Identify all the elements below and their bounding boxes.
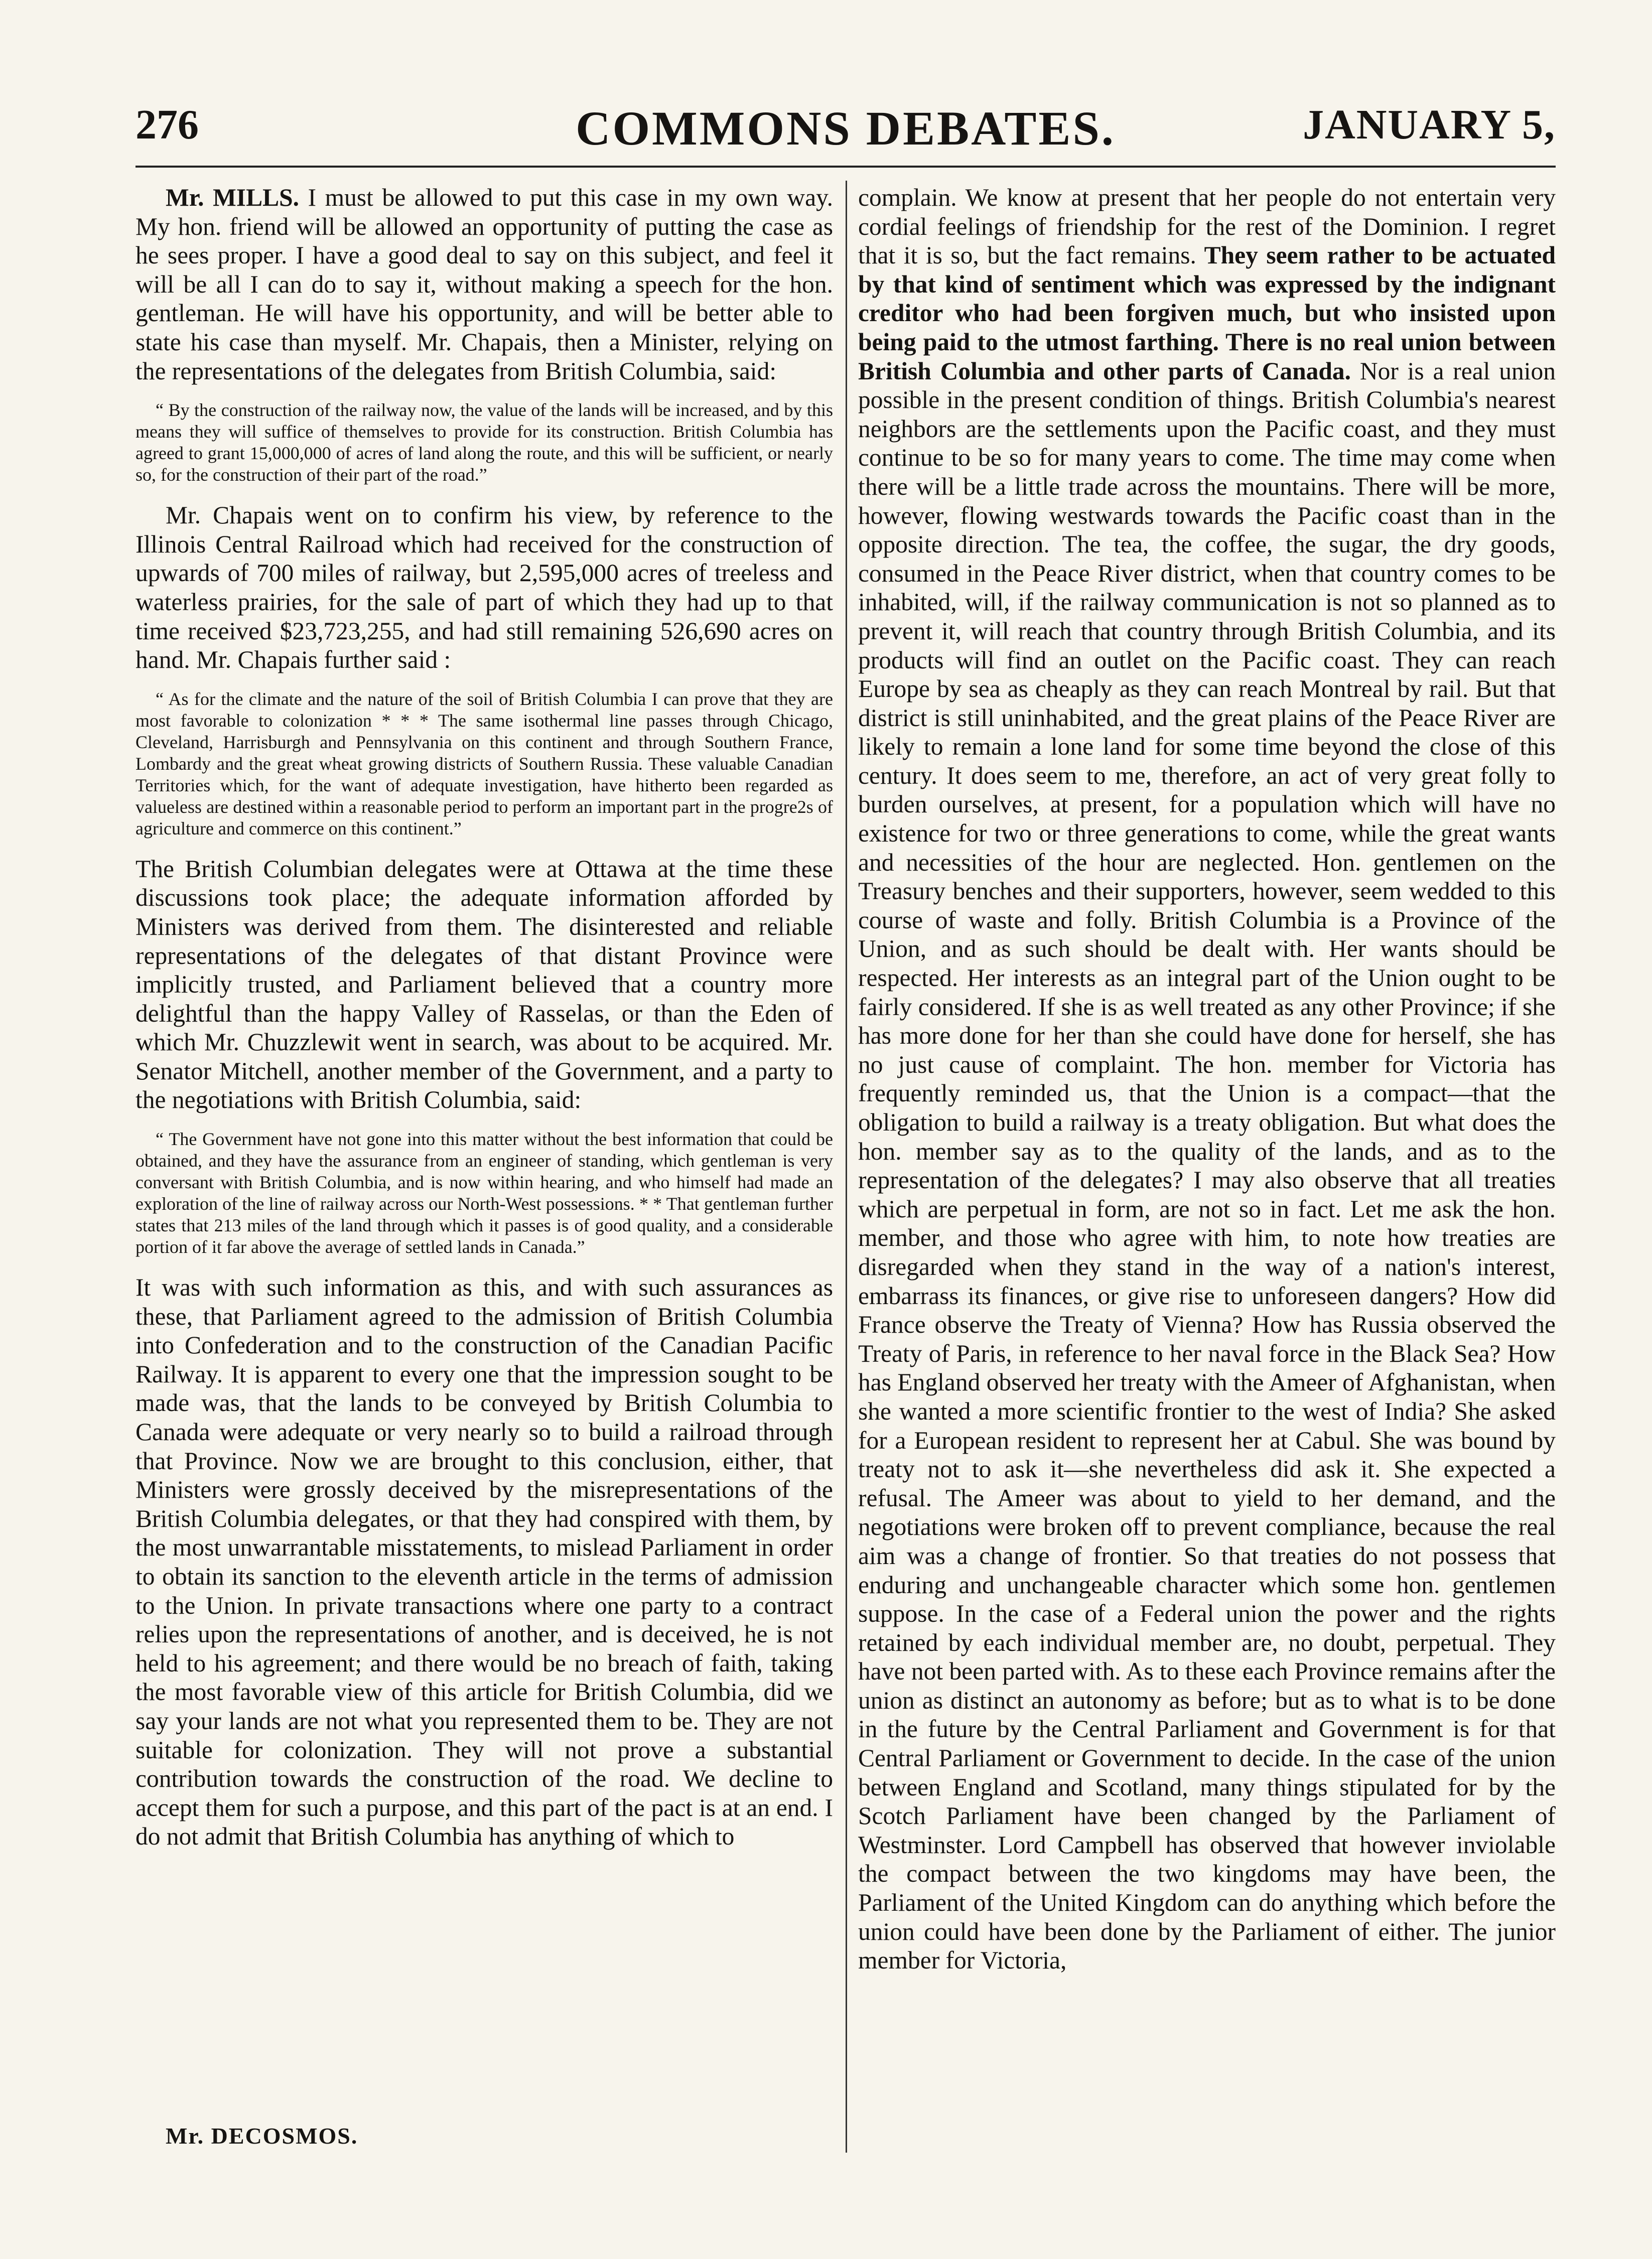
page-number: 276 [135,101,199,148]
paragraph-text: Nor is a real union possible in the present condition of things. British Columbia's nearest neighbors are the settlements upon the Pacific coast, and they must continue to be so for many years to come. The time may come when there will be a little trade across the mountains. There will be more, however, flowing westwards towards the Pacific coast than in the opposite direction. The tea, the coffee, the sugar, the dry goods, consumed in the Peace River district, when that country comes to be inhabited, will, if the railway communication is not so planned as to prevent it, will reach that country through British Columbia, and its products will find an outlet on the Pacific coast. They can reach Europe by sea as cheaply as they can reach Montreal by rail. But that district is still uninhabited, and the great plains of the Peace River are likely to remain a lone land for some time beyond the close of this century. It does seem to me, therefore, an act of very great folly to burden ourselves, at present, for a population which will have no existence for two or three generations to come, while the great wants and necessities of the hour are neglected. Hon. gentlemen on the Treasury benches and their supporters, however, seem wedded to this course of waste and folly. British Columbia is a Province of the Union, and as such should be dealt with. Her wants should be respected. Her interests as an integral part of the Union ought to be fairly considered. If she is as well treated as any other Province; if she has more done for her than she could have done for herself, she has no just cause of complaint. The hon. member for Victoria has frequently reminded us, that the Union is a compact—that the obligation to build a railway is a treaty obligation. But what does the hon. member say as to the quality of the lands, and as to the representation of the delegates? I may also observe that all treaties which are perpetual in form, are not so in fact. Let me ask the hon. member, and those who agree with him, to note how treaties are disregarded when they stand in the way of a nation's interest, embarrass its finances, or give rise to unforeseen dangers? How did France observe the Treaty of Vienna? How has Russia observed the Treaty of Paris, in reference to her naval force in the Black Sea? How has England observed her treaty with the Ameer of Afghanistan, when she wanted a more scientific frontier to the west of India? She asked for a European resident to represent her at Cabul. She was bound by treaty not to ask it—she nevertheless did ask it. She expected a refusal. The Ameer was about to yield to her demand, and the negotiations were broken off to prevent compliance, because the real aim was a change of frontier. So that treaties do not possess that enduring and unchangeable character which some hon. gentlemen suppose. In the case of a Federal union the power and the rights retained by each individual member are, no doubt, perpetual. They have not been parted with. As to these each Province remains after the union as distinct an autonomy as before; but as to what is to be done in the future by the Central Parliament and Government is for that Central Parliament or Government to decide. In the case of the union between England and Scotland, many things stipulated for by the Scotch Parliament have been changed by the Parliament of Westminster. Lord Campbell has observed that however inviolable the compact between the two kingdoms may have been, the Parliament of the United Kingdom can do anything which before the union could have been done by the Parliament of either. The junior member for Victoria, [858,357,1556,1974]
bold-text: They seem rather to be actuated by that kind of sentiment which was expressed by the indignant creditor who had been forgiven much, but who insisted upon being paid to the utmost farthing. There is no real union between British Columbia and other parts of Canada. [858,241,1556,385]
paragraph [858,183,1556,1975]
column-divider [846,181,847,2153]
speaker-name: Mr. MILLS. [166,184,300,211]
paragraph [135,183,833,385]
paragraph-text: complain. We know at present that her people do not entertain very cordial feelings of friendship for the rest of the Dominion. I regret that it is so, but the fact remains. [858,184,1556,269]
left-column [135,183,833,1851]
block-quote: “ As for the climate and the nature of the soil of British Columbia I can prove that they are most favorable to colonization * * * The same isothermal line passes through Chicago, Cleveland, Harrisburgh and Pennsylvania on this continent and through Southern France, Lombardy and the great wheat growing districts of Southern Russia. These valuable Canadian Territories which, for the want of adequate investigation, have hitherto been regarded as valueless are destined within a reasonable period to perform an important part in the progre2s of agriculture and commerce on this continent.” [135,688,833,838]
header-date: JANUARY 5, [1303,101,1556,148]
speaker-label: Mr. DECOSMOS. [166,2123,358,2149]
block-quote: “ The Government have not gone into this matter without the best information that could be obtained, and they have the assurance from an engineer of standing, which gentleman is very conversant with British Columbia, and is now within hearing, and who himself had made an exploration of the line of railway across our North-West possessions. * * That gentleman further states that 213 miles of the land through which it passes is of good quality, and a considerable portion of it far above the average of settled lands in Canada.” [135,1129,833,1257]
running-title: COMMONS DEBATES. [576,101,1116,155]
paragraph-text: I must be allowed to put this case in my own way. My hon. friend will be allowed an opportunity of putting the case as he sees proper. I have a good deal to say on this subject, and feel it will be all I can do to say it, without making a speech for the hon. gentleman. He will have his opportunity, and will be better able to state his case than myself. Mr. Chapais, then a Minister, relying on the representations of the delegates from British Columbia, said: [135,184,833,385]
paragraph: The British Columbian delegates were at Ottawa at the time these discussions took place; the adequate information afforded by Ministers was derived from them. The disinterested and reliable representations of the delegates of that distant Province were implicitly trusted, and Parliament believed that a country more delightful than the happy Valley of Rasselas, or than the Eden of which Mr. Chuzzlewit went in search, was about to be acquired. Mr. Senator Mitchell, another member of the Government, and a party to the negotiations with British Columbia, said: [135,855,833,1114]
header-rule [135,166,1556,168]
page-header [135,100,1556,176]
block-quote: “ By the construction of the railway now, the value of the lands will be increased, and by this means they will suffice of themselves to provide for its construction. British Columbia has agreed to grant 15,000,000 of acres of land along the route, and this will be sufficient, or nearly so, for the construction of their part of the road.” [135,400,833,485]
right-column [858,183,1556,1975]
paragraph: Mr. Chapais went on to confirm his view, by reference to the Illinois Central Railroad which had received for the construction of upwards of 700 miles of railway, but 2,595,000 acres of treeless and waterless prairies, for the sale of part of which they had up to that time received $23,723,255, and had still remaining 526,690 acres on hand. Mr. Chapais further said : [135,501,833,674]
paragraph: It was with such information as this, and with such assurances as these, that Parliament agreed to the admission of British Columbia into Confederation and to the construction of the Canadian Pacific Railway. It is apparent to every one that the impression sought to be made was, that the lands to be conveyed by British Columbia to Canada were adequate or very nearly so to build a railroad through that Province. Now we are brought to this conclusion, either, that Ministers were grossly deceived by the misrepresentations of the British Columbia delegates, or that they had conspired with them, by the most unwarrantable misstatements, to mislead Parliament in order to obtain its sanction to the eleventh article in the terms of admission to the Union. In private transactions where one party to a contract relies upon the representations of another, and is deceived, he is not held to his agreement; and there would be no breach of faith, taking the most favorable view of this article for British Columbia, did we say your lands are not what you represented them to be. They are not suitable for colonization. They will not prove a substantial contribution towards the construction of the road. We decline to accept them for such a purpose, and this part of the pact is at an end. I do not admit that British Columbia has anything of which to [135,1274,833,1851]
